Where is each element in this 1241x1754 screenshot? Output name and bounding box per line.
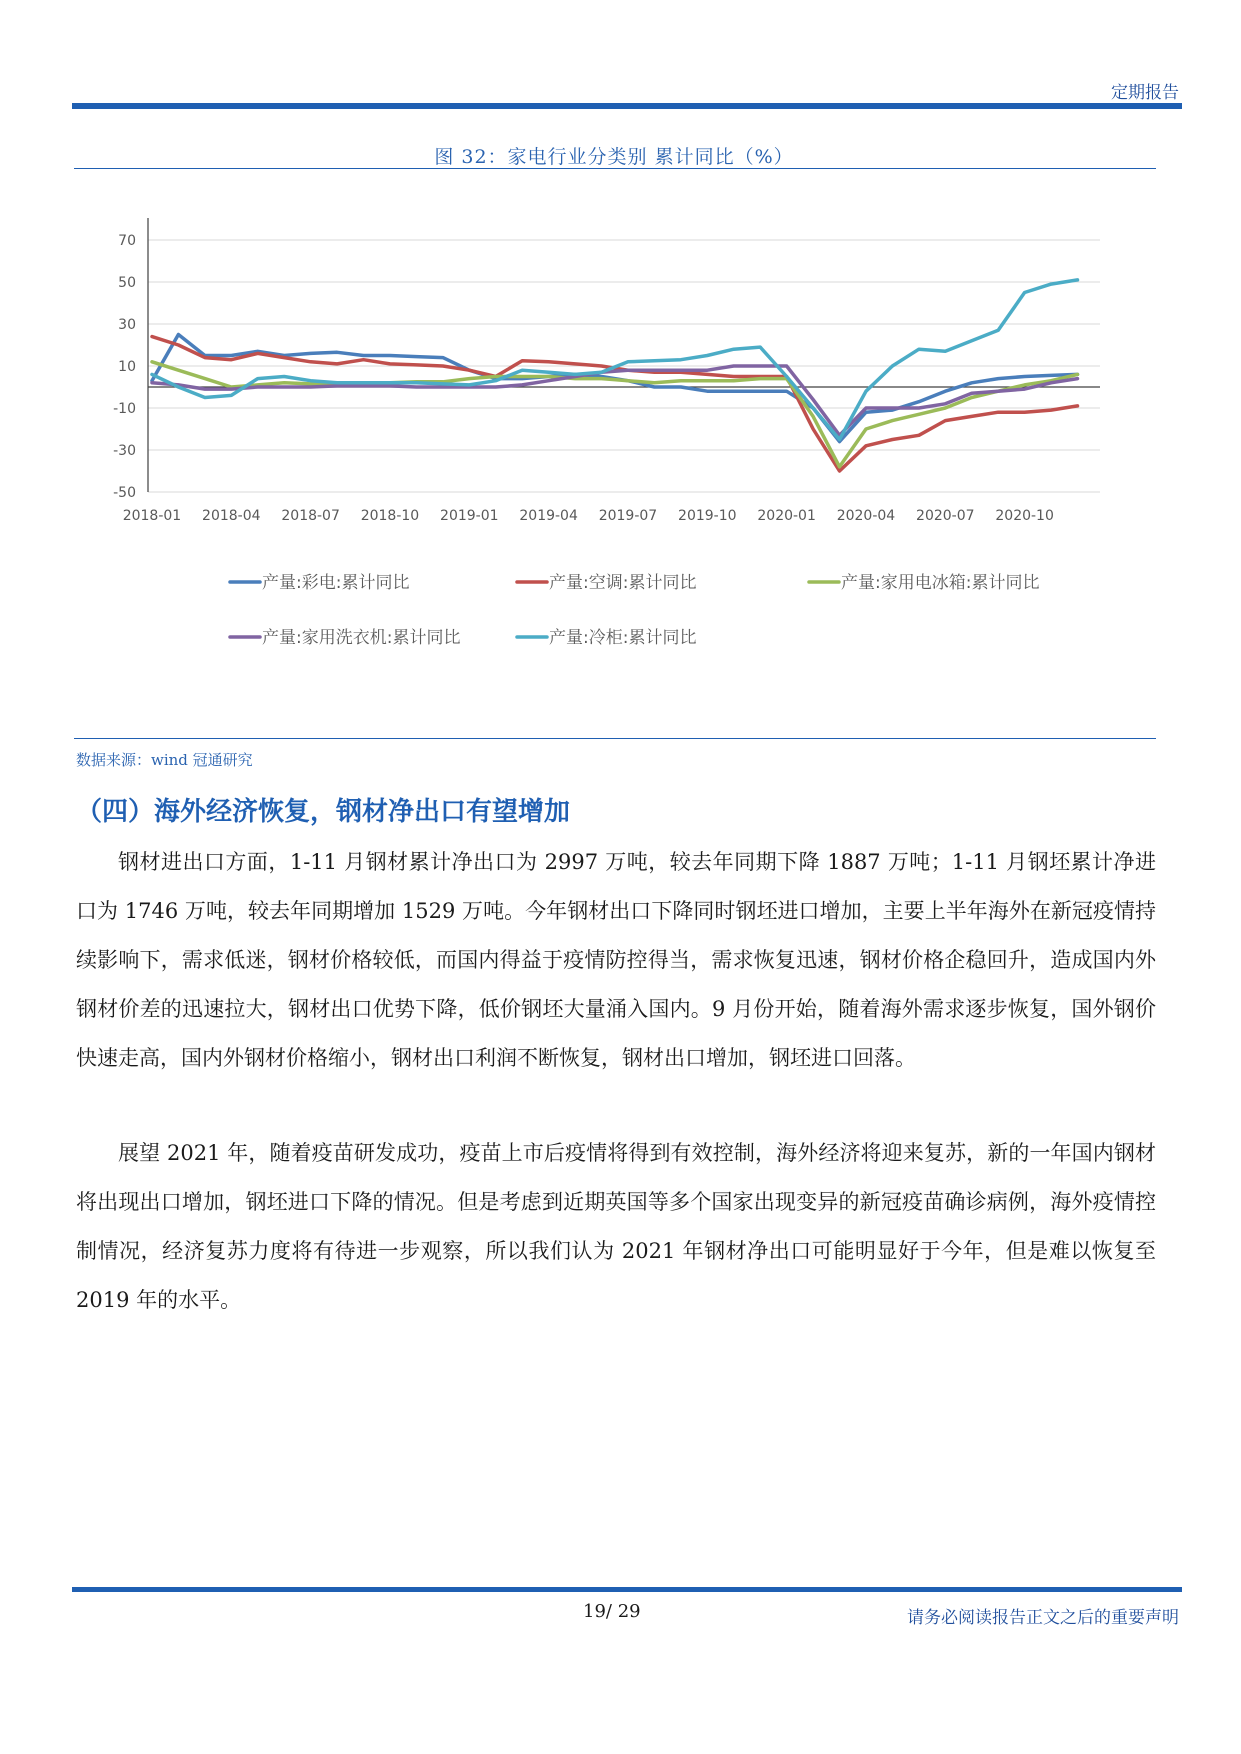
figure-title: 图 32：家电行业分类别 累计同比（%） bbox=[434, 146, 794, 168]
y-tick-label: -10 bbox=[113, 401, 136, 417]
figure-bottom-rule bbox=[74, 738, 1156, 739]
legend-label: 产量:家用电冰箱:累计同比 bbox=[841, 573, 1040, 593]
chart-svg bbox=[74, 170, 1156, 730]
legend-label: 产量:彩电:累计同比 bbox=[262, 573, 410, 593]
y-tick-label: 10 bbox=[118, 359, 136, 375]
legend-label: 产量:家用洗衣机:累计同比 bbox=[262, 628, 461, 648]
body-paragraph-2: 展望 2021 年，随着疫苗研发成功，疫苗上市后疫情将得到有效控制，海外经济将迎来复苏，新的一年国内钢材将出现出口增加，钢坯进口下降的情况。但是考虑到近期英国等多个国家出现变异的新冠疫苗确诊病例，海外疫情控制情况，经济复苏力度将有待进一步观察，所以我们认为 2021 年钢材净出口可能明显好于今年，但是难以恢复至 2019 年的水平。 bbox=[76, 1141, 1156, 1312]
x-tick-label: 2018-04 bbox=[202, 508, 261, 524]
x-tick-label: 2020-07 bbox=[916, 508, 975, 524]
legend-label: 产量:冷柜:累计同比 bbox=[549, 628, 697, 648]
x-tick-label: 2019-04 bbox=[519, 508, 578, 524]
y-tick-label: -50 bbox=[113, 485, 136, 501]
y-tick-label: -30 bbox=[113, 443, 136, 459]
y-tick-label: 30 bbox=[118, 317, 136, 333]
header-divider bbox=[72, 103, 1182, 109]
section-heading: （四）海外经济恢复，钢材净出口有望增加 bbox=[76, 797, 571, 827]
x-tick-label: 2020-10 bbox=[995, 508, 1054, 524]
line-chart bbox=[74, 170, 1156, 730]
x-tick-label: 2020-01 bbox=[757, 508, 816, 524]
body-paragraph-1: 钢材进出口方面，1-11 月钢材累计净出口为 2997 万吨，较去年同期下降 1887 万吨；1-11 月钢坯累计净进口为 1746 万吨，较去年同期增加 1529 万吨。今年钢材出口下降同时钢坯进口增加，主要上半年海外在新冠疫情持续影响下，需求低迷，钢材价格较低，而国内得益于疫情防控得当，需求恢复迅速，钢材价格企稳回升，造成国内外钢材价差的迅速拉大，钢材出口优势下降，低价钢坯大量涌入国内。9 月份开始，随着海外需求逐步恢复，国外钢价快速走高，国内外钢材价格缩小，钢材出口利润不断恢复，钢材出口增加，钢坯进口回落。 bbox=[76, 850, 1156, 1070]
page-number: 19/ 29 bbox=[583, 1601, 641, 1622]
figure-top-rule bbox=[74, 168, 1156, 169]
footer-disclaimer: 请务必阅读报告正文之后的重要声明 bbox=[907, 1608, 1179, 1628]
y-tick-label: 50 bbox=[118, 275, 136, 291]
x-tick-label: 2018-01 bbox=[122, 508, 182, 524]
x-tick-label: 2019-01 bbox=[440, 508, 499, 524]
x-tick-label: 2020-04 bbox=[836, 508, 896, 524]
report-type-label: 定期报告 bbox=[1111, 83, 1179, 103]
y-tick-label: 70 bbox=[118, 233, 136, 249]
x-tick-label: 2018-10 bbox=[360, 508, 420, 524]
legend-label: 产量:空调:累计同比 bbox=[549, 573, 697, 593]
x-tick-label: 2018-07 bbox=[281, 508, 340, 524]
x-tick-label: 2019-10 bbox=[678, 508, 737, 524]
footer-divider bbox=[72, 1587, 1182, 1592]
x-tick-label: 2019-07 bbox=[598, 508, 658, 524]
figure-source: 数据来源：wind 冠通研究 bbox=[76, 751, 253, 769]
